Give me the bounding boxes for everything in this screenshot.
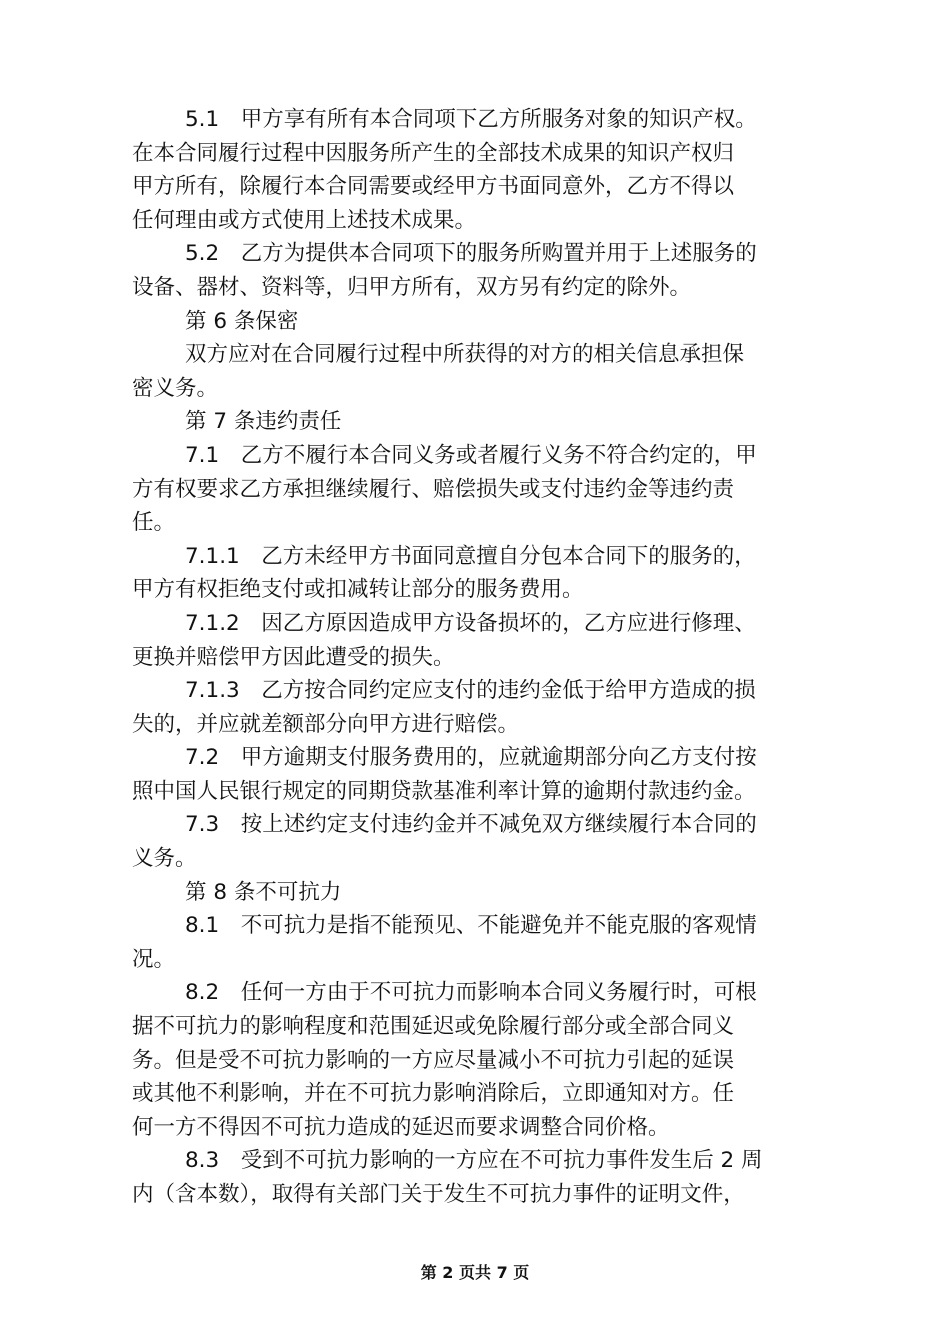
document-line: 甲方有权拒绝支付或扣减转让部分的服务费用。 — [132, 577, 584, 603]
document-line: 第 7 条违约责任 — [185, 409, 342, 435]
page-footer: 第 2 页共 7 页 — [420, 1263, 530, 1282]
document-line: 8.3 受到不可抗力影响的一方应在不可抗力事件发生后 2 周 — [185, 1148, 763, 1174]
document-line: 失的，并应就差额部分向甲方进行赔偿。 — [132, 711, 520, 737]
document-line: 义务。 — [132, 846, 197, 872]
document-line: 况。 — [132, 946, 176, 972]
document-body — [132, 103, 832, 1212]
document-line: 密义务。 — [132, 375, 219, 401]
document-line: 任何理由或方式使用上述技术成果。 — [132, 207, 477, 233]
document-line: 5.1 甲方享有所有本合同项下乙方所服务对象的知识产权。 — [185, 107, 757, 132]
document-line: 务。但是受不可抗力影响的一方应尽量减小不可抗力引起的延误 — [132, 1047, 735, 1073]
document-line: 更换并赔偿甲方因此遭受的损失。 — [132, 644, 455, 670]
document-line: 据不可抗力的影响程度和范围延迟或免除履行部分或全部合同义 — [132, 1014, 735, 1040]
document-line: 第 8 条不可抗力 — [185, 879, 342, 905]
document-line: 7.2 甲方逾期支付服务费用的，应就逾期部分向乙方支付按 — [185, 745, 757, 771]
document-line: 7.1.2 因乙方原因造成甲方设备损坏的，乙方应进行修理、 — [185, 610, 756, 636]
document-line: 7.1.1 乙方未经甲方书面同意擅自分包本合同下的服务的， — [185, 543, 756, 569]
document-line: 双方应对在合同履行过程中所获得的对方的相关信息承担保 — [185, 342, 745, 368]
document-line: 8.1 不可抗力是指不能预见、不能避免并不能克服的客观情 — [185, 913, 757, 939]
document-line: 内（含本数），取得有关部门关于发生不可抗力事件的证明文件， — [132, 1182, 745, 1207]
document-line: 7.3 按上述约定支付违约金并不减免双方继续履行本合同的 — [185, 812, 757, 838]
document-line: 7.1 乙方不履行本合同义务或者履行义务不符合约定的，甲 — [185, 442, 757, 468]
document-line: 或其他不利影响，并在不可抗力影响消除后，立即通知对方。任 — [132, 1081, 735, 1107]
document-line: 7.1.3 乙方按合同约定应支付的违约金低于给甲方造成的损 — [185, 678, 756, 704]
document-line: 任。 — [132, 510, 176, 536]
document-line: 照中国人民银行规定的同期贷款基准利率计算的逾期付款违约金。 — [132, 778, 756, 804]
document-line: 5.2 乙方为提供本合同项下的服务所购置并用于上述服务的 — [185, 241, 757, 267]
document-line: 第 6 条保密 — [185, 308, 299, 334]
document-line: 何一方不得因不可抗力造成的延迟而要求调整合同价格。 — [132, 1114, 670, 1140]
document-line: 甲方所有，除履行本合同需要或经甲方书面同意外，乙方不得以 — [132, 174, 735, 200]
document-line: 设备、器材、资料等，归甲方所有，双方另有约定的除外。 — [132, 274, 692, 300]
document-line: 8.2 任何一方由于不可抗力而影响本合同义务履行时，可根 — [185, 980, 757, 1006]
document-line: 方有权要求乙方承担继续履行、赔偿损失或支付违约金等违约责 — [132, 476, 735, 502]
document-line: 在本合同履行过程中因服务所产生的全部技术成果的知识产权归 — [132, 140, 735, 166]
